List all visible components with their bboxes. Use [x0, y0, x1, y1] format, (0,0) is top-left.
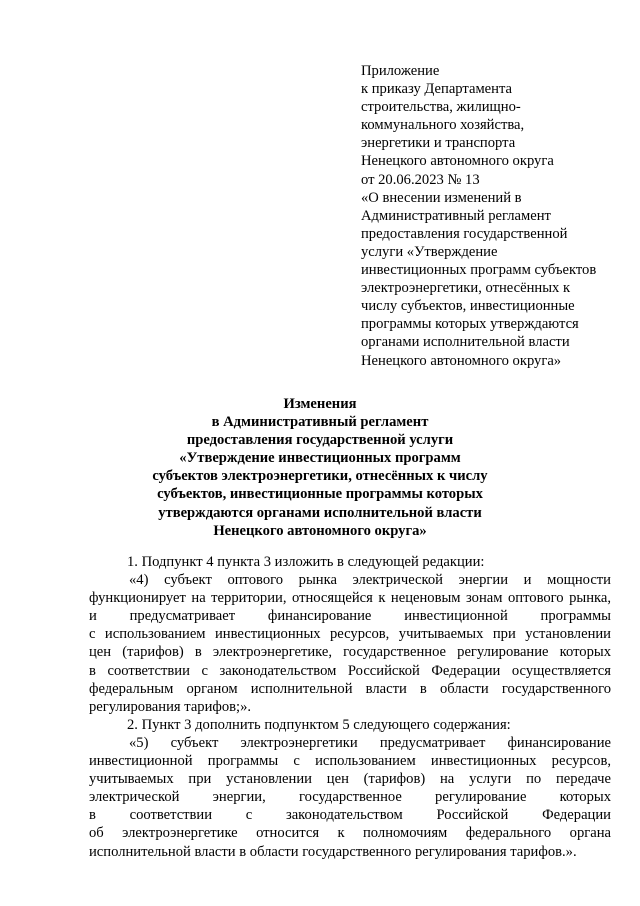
title-line: субъектов электроэнергетики, отнесённых к числу — [152, 468, 488, 485]
quote-1-line: функционирует на территории, относящейся к неценовым зонам оптового рынка, — [89, 590, 611, 607]
paragraph-2-heading: 2. Пункт 3 дополнить подпунктом 5 следующего содержания: — [127, 716, 511, 733]
title-line: утверждаются органами исполнительной власти — [158, 504, 482, 521]
appendix-line: энергетики и транспорта — [361, 135, 516, 152]
appendix-line: инвестиционных программ субъектов — [361, 262, 597, 279]
appendix-line: строительства, жилищно- — [361, 99, 521, 116]
appendix-line: к приказу Департамента — [361, 81, 512, 98]
quote-2-line: в соответствии с законодательством Российской Федерации — [89, 807, 611, 824]
document-title — [0, 395, 640, 540]
quote-2-line: электрической энергии, государственное регулирование которых — [89, 789, 611, 806]
title-line: Ненецкого автономного округа» — [213, 522, 427, 539]
appendix-line: электроэнергетики, отнесённых к — [361, 280, 571, 297]
quote-2-line: инвестиционной программы с использованием инвестиционных ресурсов, — [89, 753, 611, 770]
quote-1-line: цен (тарифов) в электроэнергетике, государственное регулирование которых — [89, 644, 611, 661]
appendix-line: программы которых утверждаются — [361, 316, 579, 333]
appendix-line: Приложение — [361, 63, 440, 79]
quote-1-line: в соответствии с законодательством Российской Федерации осуществляется — [89, 662, 611, 679]
paragraph-1-heading: 1. Подпункт 4 пункта 3 изложить в следующей редакции: — [127, 554, 485, 570]
quote-1-line: и предусматривает финансирование инвестиционной программы — [89, 608, 611, 625]
appendix-line: от 20.06.2023 № 13 — [361, 171, 480, 188]
title-line: «Утверждение инвестиционных программ — [179, 450, 461, 467]
title-line: Изменения — [283, 396, 357, 412]
appendix-line: Ненецкого автономного округа — [361, 153, 554, 170]
title-line: предоставления государственной услуги — [186, 432, 454, 449]
quote-1-line: регулирования тарифов;». — [89, 698, 252, 715]
quote-2-line: «5) субъект электроэнергетики предусматривает финансирование — [129, 734, 611, 751]
appendix-line: органами исполнительной власти — [361, 334, 570, 351]
quote-2 — [89, 734, 611, 861]
appendix-line: числу субъектов, инвестиционные — [361, 298, 575, 315]
quote-1-line: с использованием инвестиционных ресурсов, учитываемых при установлении — [89, 626, 611, 643]
appendix-block — [361, 62, 619, 370]
appendix-line: коммунального хозяйства, — [361, 117, 525, 134]
appendix-line: «О внесении изменений в — [361, 189, 522, 206]
title-line: субъектов, инвестиционные программы которых — [157, 486, 483, 503]
title-line: в Административный регламент — [211, 414, 429, 431]
quote-1-line: «4) субъект оптового рынка электрической энергии и мощности — [129, 572, 611, 589]
quote-1 — [89, 571, 611, 716]
quote-2-line: об электроэнергетике относится к полномочиям федерального органа — [89, 825, 611, 842]
appendix-line: предоставления государственной — [361, 225, 568, 242]
appendix-line: Ненецкого автономного округа» — [361, 352, 562, 369]
appendix-line: услуги «Утверждение — [361, 243, 498, 260]
quote-1-line: федеральным органом исполнительной власти в области государственного — [89, 680, 611, 697]
quote-2-line: учитываемых при установлении цен (тарифов) на услуги по передаче — [89, 771, 611, 788]
quote-2-line: исполнительной власти в области государственного регулирования тарифов.». — [89, 843, 577, 860]
appendix-line: Административный регламент — [361, 207, 551, 224]
document-body — [89, 553, 611, 861]
